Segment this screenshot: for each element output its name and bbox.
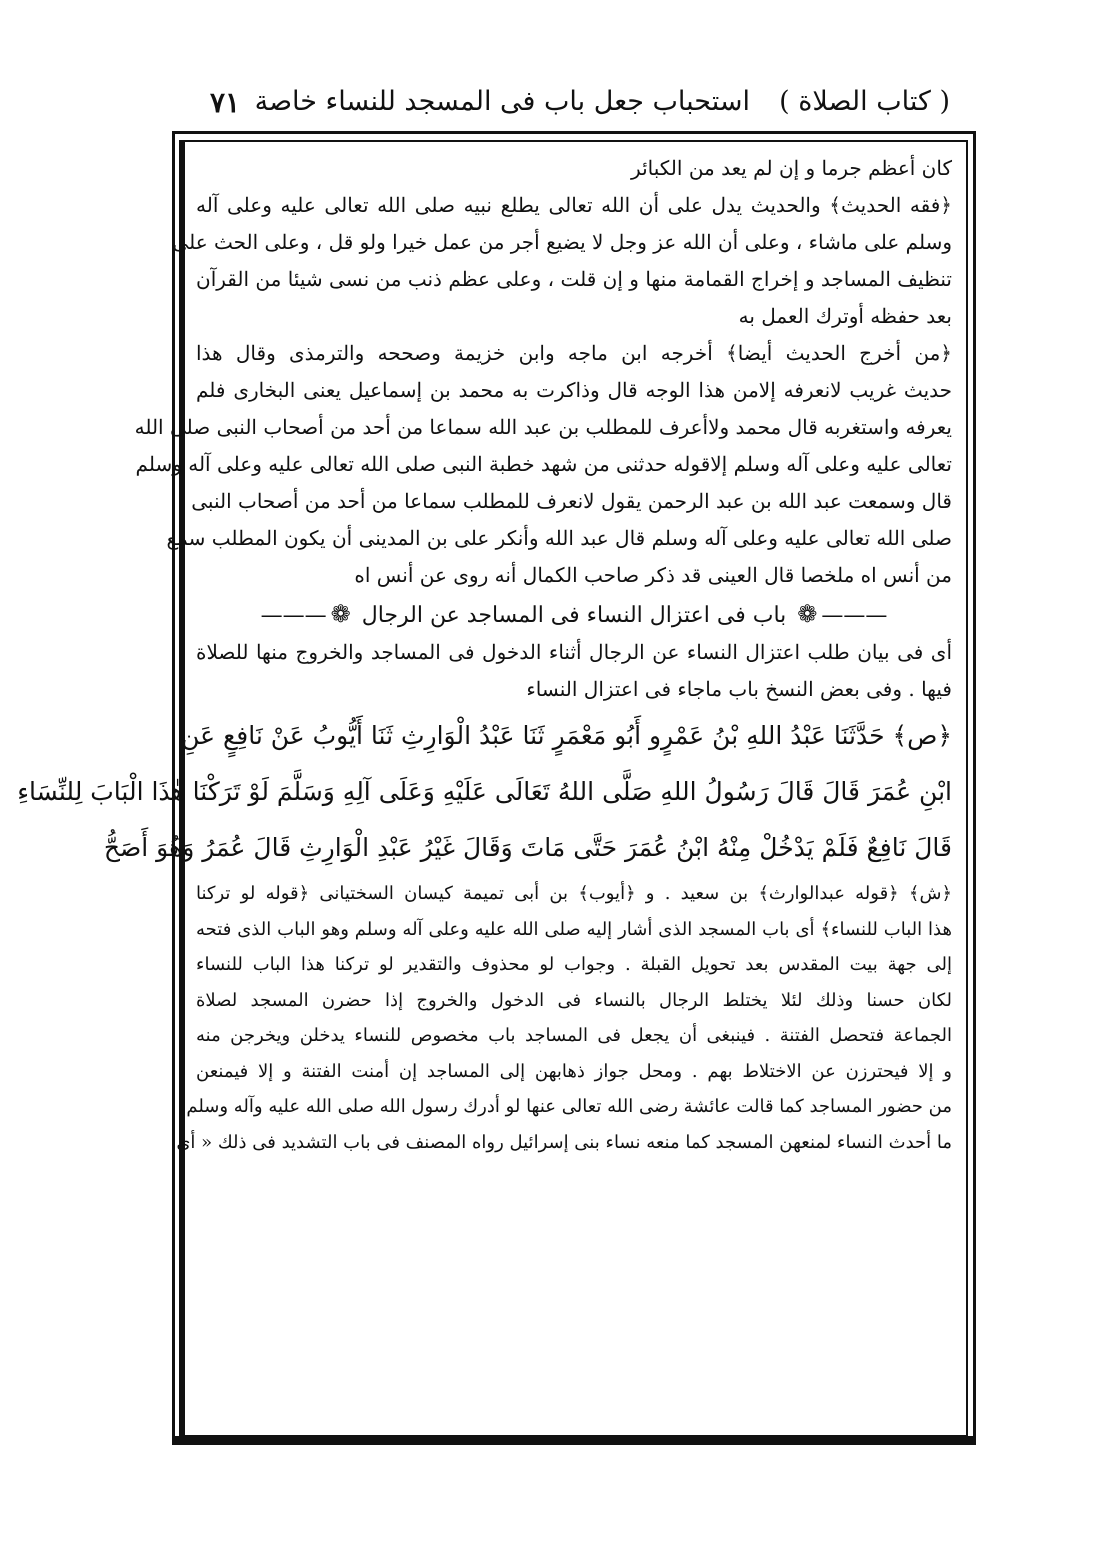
chapter-heading: باب فى اعتزال النساء فى المساجد عن الرجال: [361, 603, 787, 628]
commentary-line: لكان حسنا وذلك لئلا يختلط الرجال بالنساء فى الدخول والخروج إذا حضرن المسجد لصلاة: [196, 989, 952, 1011]
body-line: وسلم على ماشاء ، وعلى أن الله عز وجل لا يضيع أجر من عمل خيرا ولو قل ، وعلى الحث على: [172, 230, 952, 254]
commentary-line: ﴿ش﴾ ﴿قوله عبدالوارث﴾ بن سعيد . و ﴿أيوب﴾ بن أبى تميمة كيسان السختيانى ﴿قوله لو تركنا: [196, 883, 952, 904]
commentary-line: الجماعة فتحصل الفتنة . فينبغى أن يجعل فى المساجد باب مخصوص للنساء يدخلن ويخرجن منه: [196, 1025, 952, 1046]
body-line: من أنس اه ملخصا قال العينى قد ذكر صاحب الكمال أنه روى عن أنس اه: [354, 563, 952, 587]
header-title: استحباب جعل باب فى المسجد للنساء خاصة: [254, 86, 750, 117]
commentary-line: هذا الباب للنساء﴾ أى باب المسجد الذى أشار إليه صلى الله عليه وعلى آله وسلم وهو الباب الذى فتحه: [196, 918, 952, 940]
page-header: [190, 80, 950, 130]
hadith-line: قَالَ نَافِعٌ فَلَمْ يَدْخُلْ مِنْهُ ابْنُ عُمَرَ حَتَّى مَاتَ وَقَالَ غَيْرُ عَبْدِ الْوَارِثِ قَالَ عُمَرُ وَهُوَ أَصَحُّ: [103, 833, 952, 862]
page-number: ٧١: [210, 86, 241, 119]
frame-bottom-rule: [172, 1436, 976, 1443]
heading-rule-left: ———: [260, 603, 327, 628]
body-line: تنظيف المساجد و إخراج القمامة منها و إن قلت ، وعلى عظم ذنب من نسى شيئا من القرآن: [196, 267, 952, 291]
body-line: بعد حفظه أوترك العمل به: [738, 304, 952, 328]
commentary-line: إلى جهة بيت المقدس بعد تحويل القبلة . وجواب لو محذوف والتقدير لو تركنا هذا الباب للنساء: [196, 954, 952, 975]
body-line: حديث غريب لانعرفه إلامن هذا الوجه قال وذاكرت به محمد بن إسماعيل يعنى البخارى فلم: [196, 378, 952, 402]
commentary-line: و إلا فيحترزن عن الاختلاط بهم . ومحل جواز ذهابهن إلى المساجد إن أمنت الفتنة و إلا فيمنعن: [196, 1060, 952, 1082]
body-line: تعالى عليه وعلى آله وسلم إلاقوله حدثنى من شهد خطبة النبى صلى الله تعالى عليه وعلى آله وسلم: [135, 452, 952, 476]
ornament-icon: ❁: [330, 600, 351, 628]
body-line: أى فى بيان طلب اعتزال النساء عن الرجال أثناء الدخول فى المساجد والخروج منها للصلاة: [196, 640, 952, 664]
body-line: صلى الله تعالى عليه وعلى آله وسلم قال عبد الله وأنكر على بن المدينى أن يكون المطلب سمع: [166, 526, 952, 550]
ornament-icon: ❁: [797, 600, 818, 628]
body-line: ﴿فقه الحديث﴾ والحديث يدل على أن الله تعالى يطلع نبيه صلى الله تعالى عليه وعلى آله: [196, 193, 952, 217]
hadith-line: ابْنِ عُمَرَ قَالَ قَالَ رَسُولُ اللهِ صَلَّى اللهُ تَعَالَى عَلَيْهِ وَعَلَى آلِهِ وَسَلَّمَ لَوْ تَرَكْنَا هٰذَا الْبَابَ لِلنِّسَاءِ: [17, 777, 952, 806]
body-line: فيها . وفى بعض النسخ باب ماجاء فى اعتزال النساء: [526, 677, 952, 701]
heading-rule-right: ———: [821, 603, 888, 628]
hadith-line: ﴿ص﴾ حَدَّثَنَا عَبْدُ اللهِ بْنُ عَمْرٍو أَبُو مَعْمَرٍ ثَنَا عَبْدُ الْوَارِثِ ثَنَا أَيُّوبُ عَنْ نَافِعٍ عَنِ: [181, 721, 952, 750]
chapter-heading-line: [196, 594, 952, 634]
commentary-line: من حضور المساجد كما قالت عائشة رضى الله تعالى عنها لو أدرك رسول الله صلى الله عليه وآله وسلم: [186, 1096, 952, 1117]
body-line: ﴿من أخرج الحديث أيضا﴾ أخرجه ابن ماجه وابن خزيمة وصححه والترمذى وقال هذا: [196, 341, 952, 365]
body-line: كان أعظم جرما و إن لم يعد من الكبائر: [631, 156, 952, 180]
commentary-line: ما أحدث النساء لمنعهن المسجد كما منعه نساء بنى إسرائيل رواه المصنف فى باب التشديد فى ذلك « أى: [176, 1131, 952, 1153]
body-line: قال وسمعت عبد الله بن عبد الرحمن يقول لانعرف للمطلب سماعا من أحد من أصحاب النبى: [191, 489, 952, 513]
body-line: يعرفه واستغربه قال محمد ولاأعرف للمطلب بن عبد الله سماعا من أحد من أصحاب النبى صلى الله: [134, 415, 952, 439]
page-body: [17, 150, 952, 1160]
header-chapter: ( كتاب الصلاة ): [779, 86, 950, 117]
